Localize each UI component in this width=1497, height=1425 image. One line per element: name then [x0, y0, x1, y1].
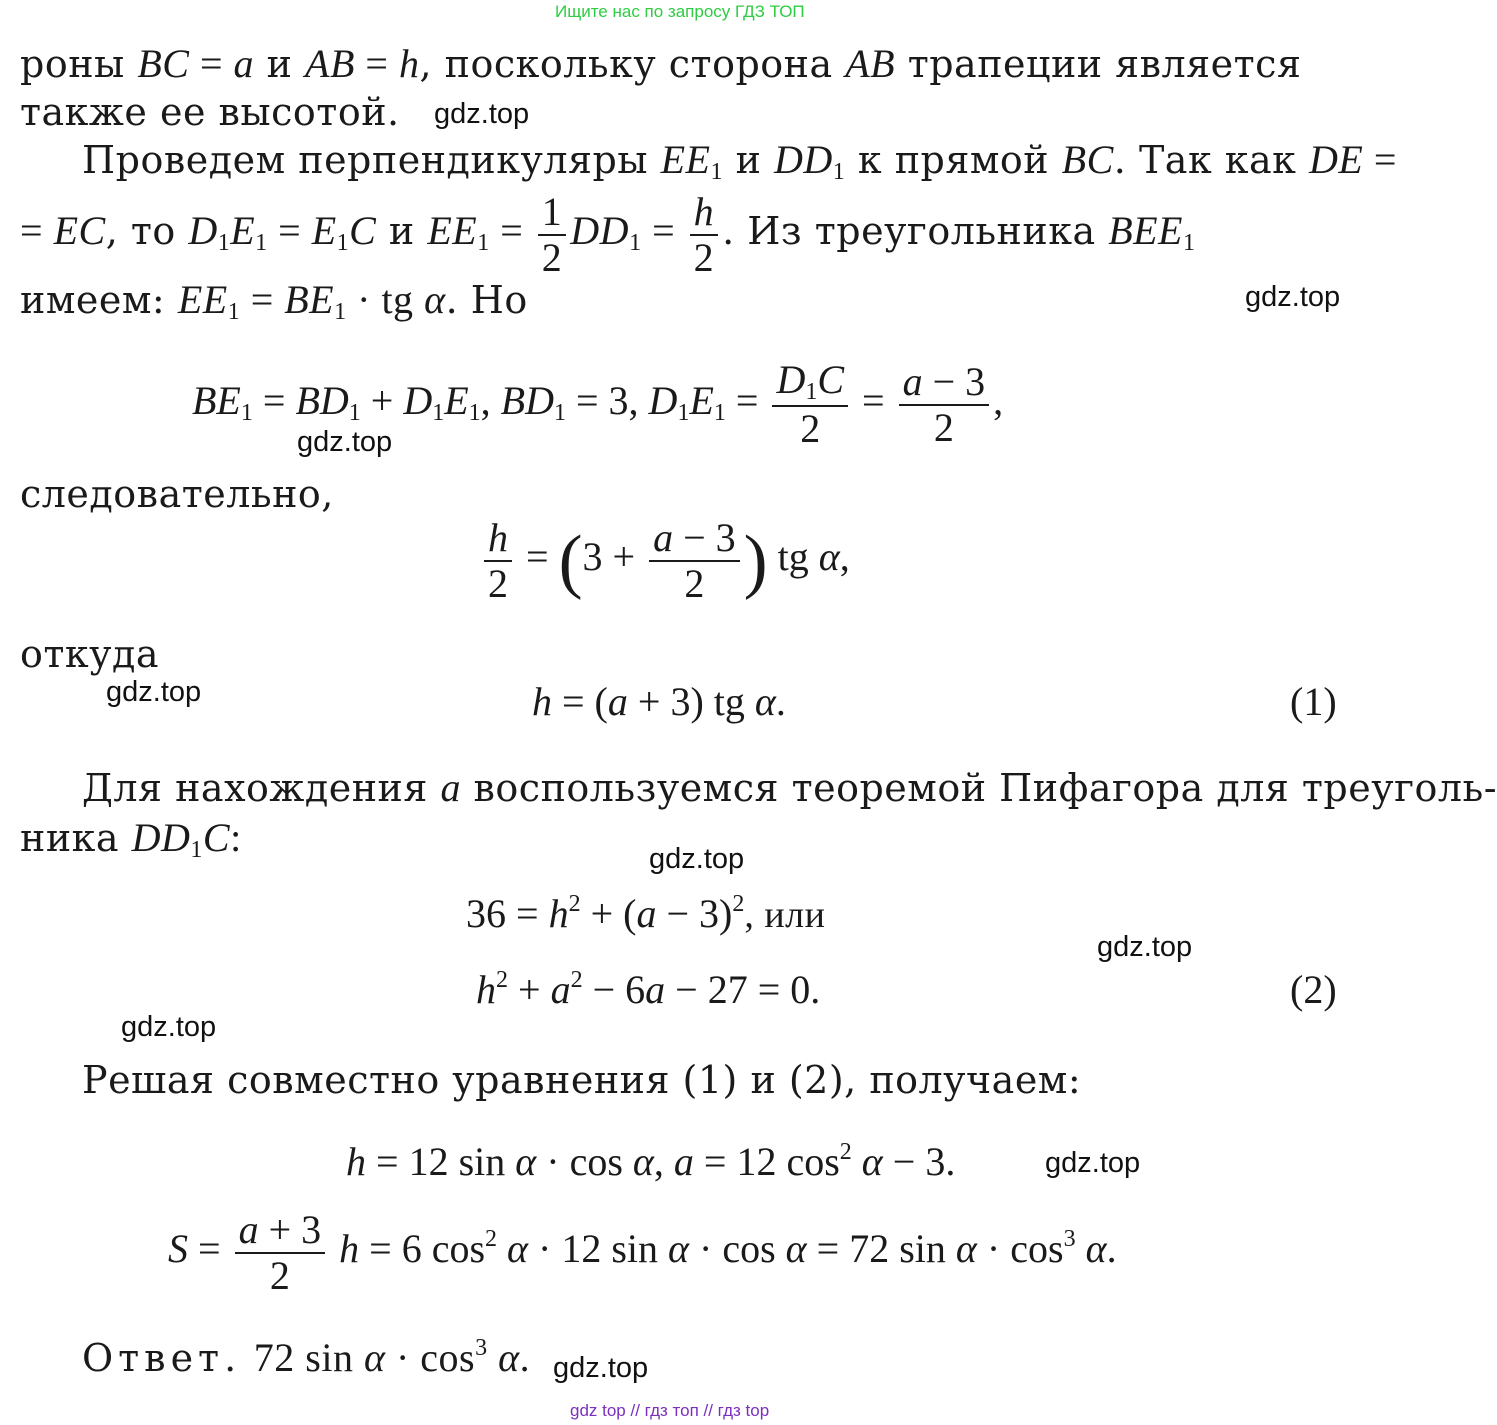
text: . Но [445, 278, 528, 322]
equation-h-half: $\frac{h}{2}$ = (3 + $\frac{a - 3}{2}$ ) tg α, [480, 516, 850, 606]
answer: Ответ. 72 $\sin \alpha \cdot \cos^3 \alpha$. [82, 1335, 531, 1380]
number: 3 [670, 679, 691, 724]
top-search-link[interactable]: Ищите нас по запросу ГДЗ ТОП [555, 2, 805, 21]
fraction: $\frac{a + 3}{2}$ [235, 1208, 326, 1298]
watermark: gdz.top [434, 98, 530, 130]
exponent: 2 [485, 1226, 498, 1253]
number: 72 [253, 1335, 295, 1380]
text: к прямой [845, 138, 1062, 182]
number: 6 [625, 967, 646, 1012]
fraction: $\frac{a - 3}{2}$ [899, 360, 990, 450]
equation-pythagoras: $36 = h^2 + (a - 3)^2$, или [466, 891, 826, 936]
text: Проведем перпендикуляры [82, 138, 661, 182]
exponent: 3 [1063, 1226, 1076, 1253]
text: , то [105, 209, 189, 254]
watermark: gdz.top [1245, 281, 1341, 313]
paragraph-1-line-2: также ее высотой. [20, 90, 400, 134]
text: и [723, 138, 774, 182]
number: 3 [715, 515, 736, 560]
number: 36 [466, 891, 506, 936]
number: 3 [965, 358, 986, 404]
exponent: 2 [570, 967, 583, 993]
text-sledovatelno: следовательно, [20, 472, 334, 516]
fraction: $\frac{h}{2}$ [690, 190, 719, 280]
exponent: 2 [568, 891, 581, 917]
denominator: 2 [269, 1253, 290, 1298]
number: 3 [608, 377, 629, 423]
number: 0 [790, 967, 811, 1012]
equation-1: h = (a + 3) tg α. [532, 679, 786, 724]
text: воспользуемся теоремой Пифагора для треуголь- [460, 766, 1497, 810]
fraction: $\frac{h}{2}$ [484, 516, 512, 606]
text: Для нахождения [82, 766, 441, 810]
text-otkuda: откуда [20, 632, 160, 676]
equation-label-2: (2) [1290, 967, 1337, 1012]
exponent: 3 [475, 1335, 488, 1361]
bottom-links[interactable]: gdz top // гдз топ // гдз top [570, 1401, 770, 1420]
text: роны [20, 42, 138, 86]
text: ника [20, 816, 132, 860]
exponent: 2 [839, 1139, 852, 1165]
number: 27 [707, 967, 748, 1012]
watermark: gdz.top [1097, 931, 1193, 963]
text: , или [744, 894, 826, 936]
number: 3 [301, 1207, 322, 1252]
text: . Из треугольника [722, 209, 1109, 254]
paragraph-3-line-1: Для нахождения a воспользуемся теоремой Пифагора для треуголь- [82, 765, 1497, 810]
fraction [538, 190, 567, 280]
numerator: 1 [538, 190, 567, 236]
fraction: $\frac{D_1C}{2}$ [772, 358, 848, 451]
text: , поскольку сторона [419, 42, 846, 86]
text: и [376, 209, 428, 254]
equation-solutions: h = 12 sin α · cos α, a = 12 $\cos^2 \alpha - 3$. [346, 1139, 956, 1184]
paragraph-1-line-1: роны BC = a и AB = h, поскольку сторона AB трапеции является [20, 41, 1302, 86]
fraction: $\frac{a - 3}{2}$ [649, 516, 740, 606]
paragraph-3-line-2: ника $DD_1C$: [20, 815, 242, 863]
watermark: gdz.top [297, 426, 393, 458]
equation-be1: $BE_1 = BD_1 + D_1E_1$, $BD_1 = 3$, $D_1E_1$ = $\frac{D_1C}{2}$ = $\frac{a - 3}{2}$ , [192, 357, 1004, 452]
number: 3 [582, 534, 603, 580]
paragraph-2-line-1: Проведем перпендикуляры $EE_1$ и $DD_1$ к прямой BC. Так как DE = [82, 137, 1397, 185]
denominator: 2 [488, 561, 508, 606]
number: 12 [408, 1139, 449, 1184]
denominator: 2 [684, 561, 705, 606]
text: . Так как [1113, 138, 1310, 182]
text: и [254, 42, 306, 86]
number: 3 [699, 891, 720, 936]
text: имеем: [20, 278, 178, 322]
exponent: 2 [496, 967, 508, 993]
number: 6 [401, 1226, 422, 1272]
watermark: gdz.top [649, 843, 745, 875]
number: 3 [925, 1139, 946, 1184]
equation-label-1: (1) [1290, 679, 1337, 724]
watermark: gdz.top [121, 1011, 217, 1043]
exponent: 2 [732, 891, 745, 917]
watermark: gdz.top [553, 1352, 649, 1384]
denominator: 2 [933, 404, 954, 450]
number: 12 [561, 1226, 602, 1272]
denominator: 2 [800, 406, 821, 452]
number: 12 [736, 1139, 777, 1184]
watermark: gdz.top [1045, 1147, 1141, 1179]
text: трапеции является [895, 42, 1302, 86]
answer-label: Ответ. [82, 1336, 242, 1380]
number: 72 [849, 1226, 890, 1272]
watermark: gdz.top [106, 676, 202, 708]
denominator: 2 [693, 235, 715, 280]
paragraph-4: Решая совместно уравнения (1) и (2), получаем: [82, 1058, 1082, 1102]
paragraph-2-line-3: имеем: $EE_1 = BE_1$ · tg α. Но [20, 277, 528, 325]
equation-area: S = $\frac{a + 3}{2}$ h = 6 $\cos^2 \alpha \cdot 12$ sin α · cos α = 72 $\sin \alpha \cdot \cos^3 \alpha$. [168, 1207, 1117, 1298]
equation-2: $h^2 + a^2 - 6a - 27 = 0$. [476, 967, 821, 1012]
denominator: 2 [541, 235, 563, 280]
paragraph-2-line-2: = EC, то $D_1E_1 = E_1C$ и $EE_1$ = $\frac{1}{2}$ $DD_1$ = $\frac{h}{2}$ . Из треугольника $BEE_1$ [20, 189, 1196, 280]
